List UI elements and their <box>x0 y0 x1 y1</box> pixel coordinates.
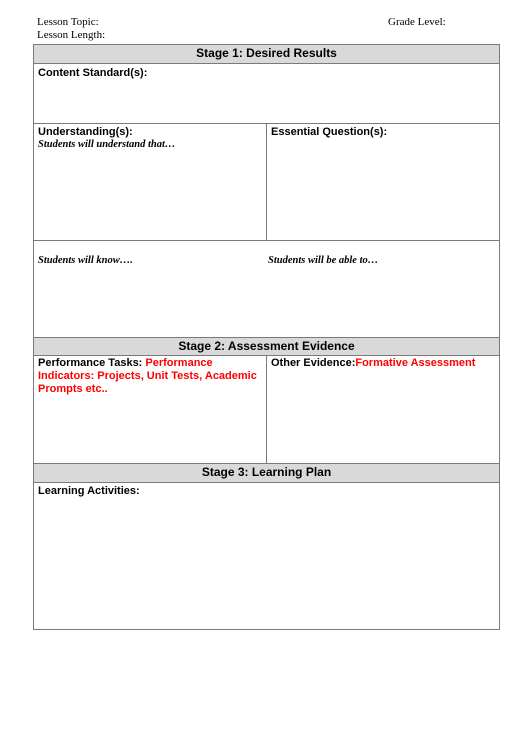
formative-assessment-text: Formative Assessment <box>355 357 476 369</box>
divider <box>34 240 499 241</box>
content-standards-label: Content Standard(s): <box>38 67 148 79</box>
performance-indicators-text: Performance Indicators: Projects, Unit Tests, Academic Prompts etc.. <box>38 357 257 395</box>
lesson-length-label: Lesson Length: <box>37 29 106 41</box>
understandings-label: Understanding(s): <box>38 126 133 138</box>
understand-prompt: Students will understand that… <box>38 139 176 150</box>
lesson-plan-table <box>33 44 500 630</box>
lesson-topic-label: Lesson Topic: <box>37 16 99 28</box>
know-prompt: Students will know…. <box>38 255 133 266</box>
stage1-header: Stage 1: Desired Results <box>34 45 499 64</box>
divider <box>266 123 267 240</box>
stage2-header: Stage 2: Assessment Evidence <box>34 337 499 356</box>
essential-questions-label: Essential Question(s): <box>271 126 388 138</box>
performance-tasks-text <box>38 357 264 396</box>
stage3-header: Stage 3: Learning Plan <box>34 463 499 483</box>
able-prompt: Students will be able to… <box>268 255 379 266</box>
other-evidence-label: Other Evidence: <box>271 357 356 369</box>
divider <box>266 356 267 464</box>
other-evidence-text <box>271 357 497 370</box>
grade-level-label: Grade Level: <box>388 16 446 28</box>
performance-tasks-label: Performance Tasks: <box>38 357 146 369</box>
learning-activities-label: Learning Activities: <box>38 485 140 497</box>
